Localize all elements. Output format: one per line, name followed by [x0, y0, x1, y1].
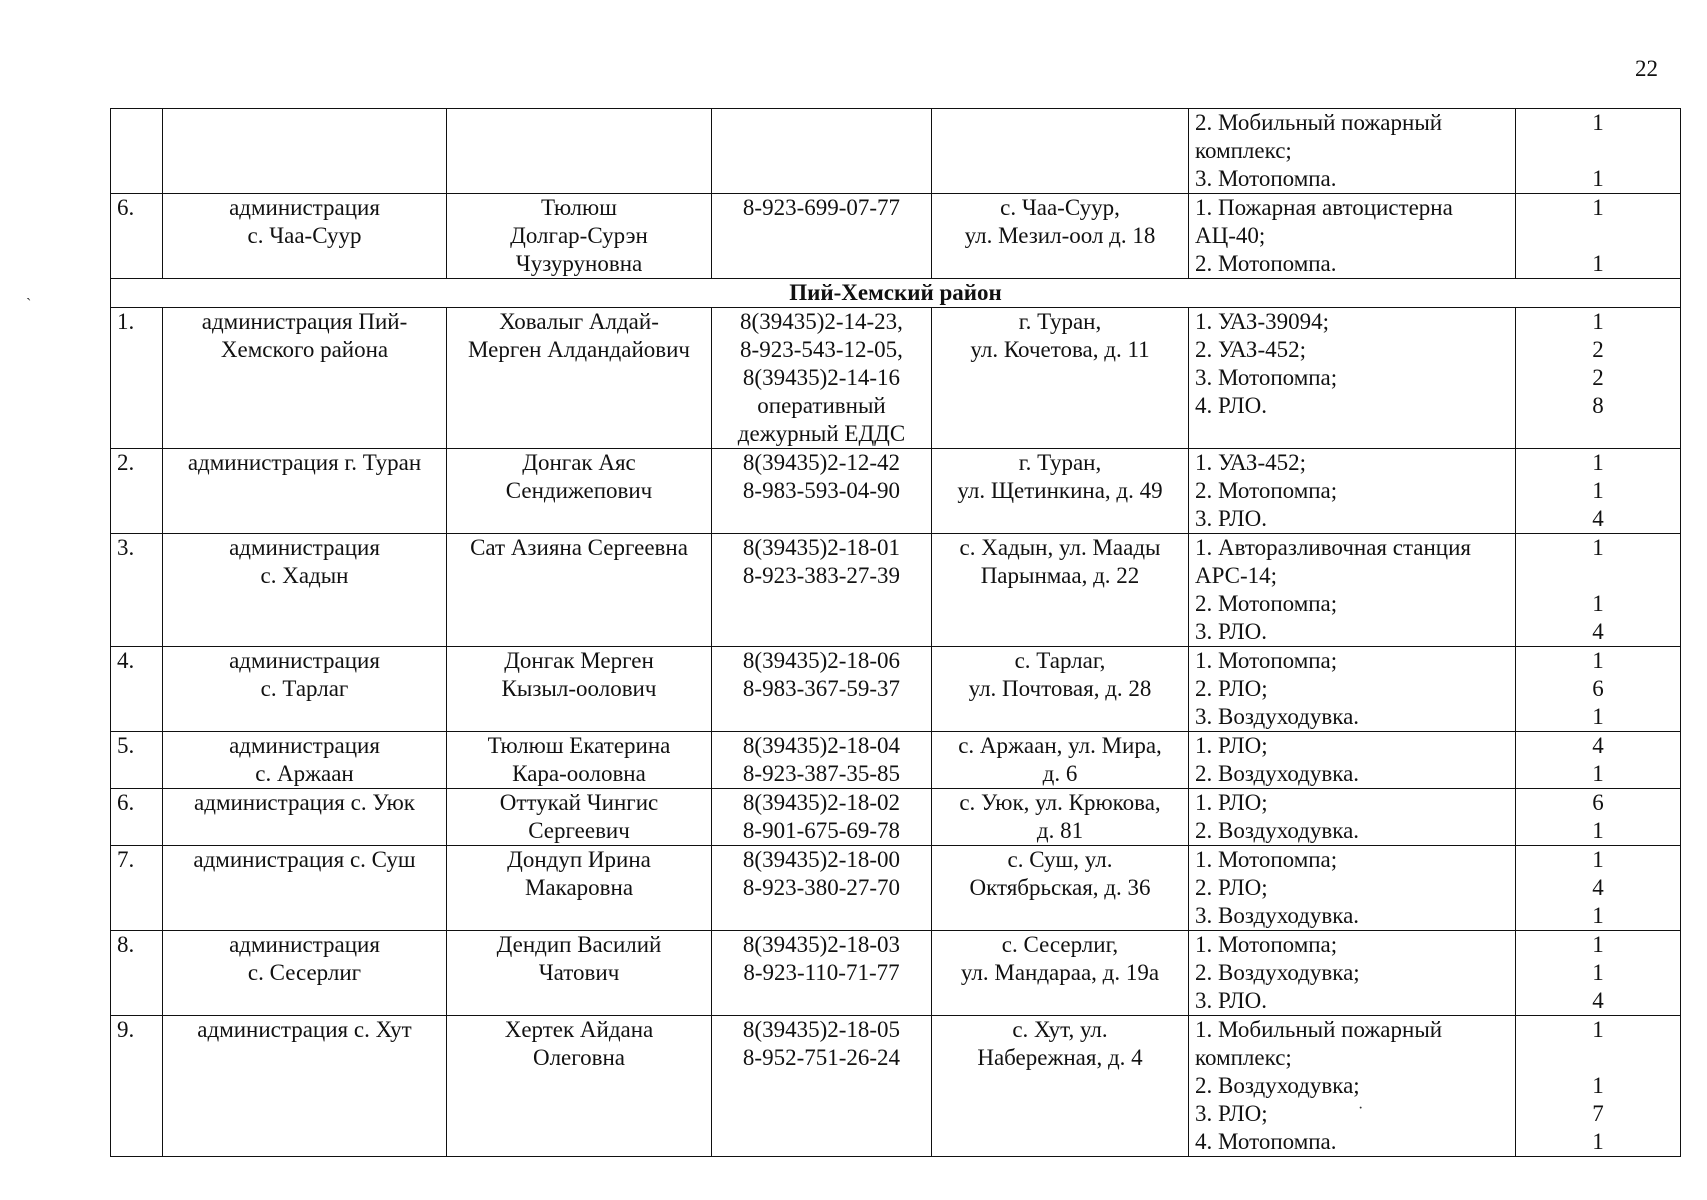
quantity-cell-line	[1522, 137, 1674, 165]
organization-cell-line: администрация с. Хут	[197, 1017, 412, 1042]
phone-cell	[712, 194, 932, 279]
address-cell	[932, 194, 1189, 279]
head-name-cell	[447, 308, 712, 449]
equipment-cell-line: 2. Мотопомпа.	[1195, 251, 1337, 276]
head-name-cell	[447, 109, 712, 194]
quantity-cell	[1516, 846, 1681, 931]
quantity-cell-line: 6	[1592, 676, 1604, 701]
equipment-cell	[1189, 789, 1516, 846]
head-name-cell-line: Донгак Аяс	[522, 450, 636, 475]
phone-cell-line: оперативный	[757, 393, 886, 418]
equipment-table	[110, 108, 1681, 1157]
quantity-cell	[1516, 789, 1681, 846]
row-number: 7.	[111, 846, 163, 931]
equipment-cell-line: 3. РЛО;	[1195, 1101, 1268, 1126]
head-name-cell-line: Донгак Мерген	[504, 648, 654, 673]
address-cell	[932, 846, 1189, 931]
organization-cell	[163, 846, 447, 931]
quantity-cell-line: 1	[1592, 450, 1604, 475]
equipment-cell-line: 1. УАЗ-452;	[1195, 450, 1307, 475]
organization-cell	[163, 931, 447, 1016]
table-row	[111, 931, 1681, 1016]
phone-cell-line: 8(39435)2-14-16	[742, 365, 901, 390]
organization-cell-line: Хемского района	[220, 337, 389, 362]
equipment-cell-line: 1. РЛО;	[1195, 790, 1268, 815]
address-cell-line: г. Туран,	[1018, 450, 1102, 475]
organization-cell-line: администрация	[229, 195, 380, 220]
table-row	[111, 449, 1681, 534]
head-name-cell-line: Оттукай Чингис	[499, 790, 659, 815]
quantity-cell-line: 1	[1592, 478, 1604, 503]
phone-cell	[712, 846, 932, 931]
address-cell	[932, 534, 1189, 647]
phone-cell-line: 8-923-387-35-85	[742, 761, 901, 786]
head-name-cell-line: Кара-ооловна	[512, 761, 646, 786]
equipment-cell-line: 1. РЛО;	[1195, 733, 1268, 758]
organization-cell-line: администрация г. Туран	[187, 450, 422, 475]
table-body-top	[111, 109, 1681, 279]
phone-cell	[712, 931, 932, 1016]
address-cell-line: ул. Мандараа, д. 19а	[960, 960, 1160, 985]
quantity-cell-line: 1	[1592, 309, 1604, 334]
head-name-cell-line: Тюлюш	[541, 195, 617, 220]
phone-cell-line: 8(39435)2-18-02	[742, 790, 901, 815]
quantity-cell-line: 1	[1592, 166, 1604, 191]
head-name-cell	[447, 1016, 712, 1157]
equipment-cell-line: 1. Мобильный пожарный	[1195, 1017, 1443, 1042]
address-cell	[932, 449, 1189, 534]
phone-cell-line: 8-983-593-04-90	[742, 478, 901, 503]
phone-cell	[712, 449, 932, 534]
quantity-cell-line: 1	[1592, 903, 1604, 928]
address-cell	[932, 931, 1189, 1016]
table-row	[111, 1016, 1681, 1157]
row-number: 6.	[111, 194, 163, 279]
row-number: 3.	[111, 534, 163, 647]
table-row	[111, 534, 1681, 647]
quantity-cell	[1516, 647, 1681, 732]
quantity-cell-line: 1	[1592, 960, 1604, 985]
address-cell-line: с. Хадын, ул. Маады	[959, 535, 1161, 560]
head-name-cell-line: Чатович	[538, 960, 620, 985]
equipment-cell	[1189, 846, 1516, 931]
equipment-cell-line: 3. Мотопомпа.	[1195, 166, 1337, 191]
quantity-cell-line: 1	[1592, 761, 1604, 786]
equipment-cell-line: 3. Воздуходувка.	[1195, 704, 1360, 729]
equipment-cell-line: АЦ-40;	[1195, 223, 1266, 248]
quantity-cell-line: 1	[1592, 704, 1604, 729]
head-name-cell	[447, 534, 712, 647]
address-cell	[932, 109, 1189, 194]
phone-cell-line: 8-923-380-27-70	[742, 875, 901, 900]
equipment-cell-line: 2. УАЗ-452;	[1195, 337, 1307, 362]
quantity-cell-line: 1	[1592, 1129, 1604, 1154]
address-cell	[932, 308, 1189, 449]
table-row	[111, 789, 1681, 846]
address-cell	[932, 732, 1189, 789]
head-name-cell-line: Долгар-Сурэн	[510, 223, 648, 248]
quantity-cell	[1516, 308, 1681, 449]
scan-mark: ·	[1358, 1100, 1364, 1117]
head-name-cell-line: Макаровна	[524, 875, 634, 900]
table-row	[111, 732, 1681, 789]
phone-cell-line: 8-952-751-26-24	[742, 1045, 901, 1070]
quantity-cell-line	[1522, 1044, 1674, 1072]
quantity-cell-line: 4	[1592, 619, 1604, 644]
equipment-cell-line: 2. Воздуходувка.	[1195, 818, 1360, 843]
row-number: 9.	[111, 1016, 163, 1157]
section-row-group	[111, 279, 1681, 308]
address-cell-line: с. Уюк, ул. Крюкова,	[959, 790, 1161, 815]
row-number: 5.	[111, 732, 163, 789]
section-row	[111, 279, 1681, 308]
quantity-cell-line: 4	[1592, 733, 1604, 758]
row-number	[111, 109, 163, 194]
head-name-cell	[447, 194, 712, 279]
table-row	[111, 846, 1681, 931]
phone-cell	[712, 1016, 932, 1157]
address-cell	[932, 789, 1189, 846]
phone-cell-line: 8-923-110-71-77	[743, 960, 900, 985]
quantity-cell-line: 2	[1592, 337, 1604, 362]
section-title: Пий-Хемский район	[111, 279, 1681, 308]
quantity-cell-line: 1	[1592, 110, 1604, 135]
organization-cell	[163, 109, 447, 194]
head-name-cell-line: Сендижепович	[505, 478, 653, 503]
address-cell-line: ул. Почтовая, д. 28	[968, 676, 1152, 701]
equipment-cell-line: 3. РЛО.	[1195, 988, 1268, 1013]
organization-cell	[163, 1016, 447, 1157]
quantity-cell	[1516, 931, 1681, 1016]
equipment-cell-line: 2. Воздуходувка.	[1195, 761, 1360, 786]
address-cell-line: Парынмаа, д. 22	[980, 563, 1140, 588]
quantity-cell-line: 6	[1592, 790, 1604, 815]
equipment-cell	[1189, 534, 1516, 647]
equipment-cell	[1189, 109, 1516, 194]
organization-cell-line: с. Сесерлиг	[247, 960, 362, 985]
address-cell-line: Октябрьская, д. 36	[969, 875, 1151, 900]
phone-cell	[712, 534, 932, 647]
equipment-cell	[1189, 647, 1516, 732]
equipment-cell-line: 2. Мобильный пожарный	[1195, 110, 1443, 135]
head-name-cell-line: Дондуп Ирина	[507, 847, 651, 872]
phone-cell	[712, 647, 932, 732]
organization-cell	[163, 534, 447, 647]
phone-cell-line: 8-983-367-59-37	[742, 676, 901, 701]
organization-cell-line: администрация	[229, 648, 380, 673]
quantity-cell	[1516, 109, 1681, 194]
equipment-cell	[1189, 1016, 1516, 1157]
table-row	[111, 194, 1681, 279]
phone-cell-line: 8(39435)2-18-04	[742, 733, 901, 758]
organization-cell	[163, 647, 447, 732]
head-name-cell	[447, 846, 712, 931]
address-cell-line: ул. Кочетова, д. 11	[970, 337, 1150, 362]
phone-cell-line: 8-923-543-12-05,	[740, 337, 903, 362]
equipment-cell-line: 4. РЛО.	[1195, 393, 1268, 418]
equipment-cell-line: 3. Мотопомпа;	[1195, 365, 1338, 390]
head-name-cell-line: Кызыл-оолович	[501, 676, 657, 701]
quantity-cell-line: 1	[1592, 648, 1604, 673]
quantity-cell	[1516, 534, 1681, 647]
organization-cell-line: администрация	[229, 733, 380, 758]
address-cell	[932, 647, 1189, 732]
phone-cell-line: 8(39435)2-18-05	[742, 1017, 901, 1042]
quantity-cell-line: 1	[1592, 535, 1604, 560]
equipment-cell-line: 2. Воздуходувка;	[1195, 1073, 1360, 1098]
row-number: 4.	[111, 647, 163, 732]
address-cell-line: г. Туран,	[1018, 309, 1102, 334]
address-cell-line: с. Чаа-Суур,	[1000, 195, 1120, 220]
quantity-cell-line: 4	[1592, 988, 1604, 1013]
equipment-cell-line: 1. Мотопомпа;	[1195, 847, 1338, 872]
phone-cell	[712, 109, 932, 194]
head-name-cell-line: Дендип Василий	[496, 932, 662, 957]
quantity-cell-line: 1	[1592, 195, 1604, 220]
head-name-cell	[447, 931, 712, 1016]
row-number: 8.	[111, 931, 163, 1016]
equipment-cell-line: комплекс;	[1195, 138, 1292, 163]
organization-cell-line: с. Тарлаг	[260, 676, 349, 701]
quantity-cell-line: 1	[1592, 932, 1604, 957]
quantity-cell-line: 2	[1592, 365, 1604, 390]
quantity-cell-line: 1	[1592, 1017, 1604, 1042]
organization-cell-line: администрация с. Уюк	[194, 790, 415, 815]
organization-cell-line: администрация Пий-	[201, 309, 408, 334]
address-cell-line: д. 81	[1036, 818, 1084, 843]
phone-cell-line: 8(39435)2-18-00	[742, 847, 901, 872]
equipment-cell-line: 2. Мотопомпа;	[1195, 591, 1338, 616]
equipment-cell-line: 2. РЛО;	[1195, 875, 1268, 900]
address-cell	[932, 1016, 1189, 1157]
scan-mark: ˋ	[26, 296, 32, 313]
quantity-cell	[1516, 732, 1681, 789]
phone-cell	[712, 789, 932, 846]
address-cell-line: д. 6	[1042, 761, 1078, 786]
equipment-cell-line: 3. РЛО.	[1195, 619, 1268, 644]
quantity-cell-line: 4	[1592, 506, 1604, 531]
equipment-cell-line: 1. УАЗ-39094;	[1195, 309, 1330, 334]
table-row	[111, 647, 1681, 732]
organization-cell	[163, 789, 447, 846]
quantity-cell-line: 1	[1592, 818, 1604, 843]
address-cell-line: Набережная, д. 4	[977, 1045, 1143, 1070]
table-row	[111, 308, 1681, 449]
quantity-cell-line: 1	[1592, 1073, 1604, 1098]
page-number: 22	[1635, 56, 1658, 81]
equipment-cell-line: 2. Воздуходувка;	[1195, 960, 1360, 985]
phone-cell-line: 8(39435)2-18-03	[742, 932, 901, 957]
address-cell-line: ул. Мезил-оол д. 18	[964, 223, 1156, 248]
quantity-cell-line	[1522, 562, 1674, 590]
equipment-cell-line: 1. Мотопомпа;	[1195, 648, 1338, 673]
quantity-cell-line: 1	[1592, 591, 1604, 616]
head-name-cell-line: Олеговна	[532, 1045, 626, 1070]
organization-cell-line: с. Чаа-Суур	[247, 223, 362, 248]
equipment-cell-line: АРС-14;	[1195, 563, 1278, 588]
organization-cell	[163, 732, 447, 789]
equipment-cell-line: 2. РЛО;	[1195, 676, 1268, 701]
organization-cell	[163, 308, 447, 449]
equipment-cell	[1189, 308, 1516, 449]
equipment-cell-line: 4. Мотопомпа.	[1195, 1129, 1337, 1154]
address-cell-line: ул. Щетинкина, д. 49	[957, 478, 1163, 503]
equipment-cell	[1189, 931, 1516, 1016]
phone-cell-line: 8(39435)2-14-23,	[740, 309, 903, 334]
address-cell-line: с. Суш, ул.	[1007, 847, 1113, 872]
head-name-cell-line: Чузуруновна	[515, 251, 643, 276]
equipment-cell-line: 1. Мотопомпа;	[1195, 932, 1338, 957]
phone-cell-line: 8-923-383-27-39	[742, 563, 901, 588]
organization-cell-line: администрация	[229, 932, 380, 957]
organization-cell-line: администрация с. Суш	[193, 847, 416, 872]
organization-cell-line: с. Хадын	[260, 563, 349, 588]
quantity-cell-line: 8	[1592, 393, 1604, 418]
quantity-cell	[1516, 194, 1681, 279]
head-name-cell	[447, 789, 712, 846]
equipment-cell-line: комплекс;	[1195, 1045, 1292, 1070]
organization-cell-line: администрация	[229, 535, 380, 560]
row-number: 2.	[111, 449, 163, 534]
quantity-cell	[1516, 1016, 1681, 1157]
head-name-cell-line: Ховалыг Алдай-	[499, 309, 659, 334]
address-cell-line: с. Сесерлиг,	[1001, 932, 1119, 957]
quantity-cell-line: 1	[1592, 847, 1604, 872]
head-name-cell	[447, 449, 712, 534]
equipment-cell-line: 1. Пожарная автоцистерна	[1195, 195, 1453, 220]
equipment-cell	[1189, 194, 1516, 279]
quantity-cell-line: 1	[1592, 251, 1604, 276]
head-name-cell-line: Сат Азияна Сергеевна	[470, 535, 688, 560]
organization-cell	[163, 449, 447, 534]
organization-cell	[163, 194, 447, 279]
organization-cell-line: с. Аржаан	[255, 761, 354, 786]
phone-cell-line: 8(39435)2-18-06	[742, 648, 901, 673]
equipment-cell-line: 3. РЛО.	[1195, 506, 1268, 531]
head-name-cell	[447, 647, 712, 732]
quantity-cell-line: 7	[1592, 1101, 1604, 1126]
quantity-cell	[1516, 449, 1681, 534]
phone-cell-line: 8(39435)2-12-42	[742, 450, 901, 475]
phone-cell-line: дежурный ЕДДС	[737, 421, 906, 446]
equipment-cell-line: 1. Авторазливочная станция	[1195, 535, 1471, 560]
head-name-cell-line: Тюлюш Екатерина	[487, 733, 671, 758]
phone-cell	[712, 308, 932, 449]
row-number: 1.	[111, 308, 163, 449]
table-body-bottom	[111, 308, 1681, 1157]
quantity-cell-line	[1522, 222, 1674, 250]
head-name-cell	[447, 732, 712, 789]
row-number: 6.	[111, 789, 163, 846]
phone-cell-line: 8-901-675-69-78	[742, 818, 901, 843]
head-name-cell-line: Сергеевич	[528, 818, 630, 843]
equipment-cell	[1189, 449, 1516, 534]
phone-cell-line: 8(39435)2-18-01	[742, 535, 901, 560]
table-row	[111, 109, 1681, 194]
equipment-cell	[1189, 732, 1516, 789]
head-name-cell-line: Хертек Айдана	[504, 1017, 654, 1042]
head-name-cell-line: Мерген Алдандайович	[467, 337, 690, 362]
quantity-cell-line: 4	[1592, 875, 1604, 900]
phone-cell-line: 8-923-699-07-77	[742, 195, 901, 220]
address-cell-line: с. Аржаан, ул. Мира,	[958, 733, 1162, 758]
address-cell-line: с. Тарлаг,	[1014, 648, 1106, 673]
phone-cell	[712, 732, 932, 789]
equipment-cell-line: 2. Мотопомпа;	[1195, 478, 1338, 503]
equipment-cell-line: 3. Воздуходувка.	[1195, 903, 1360, 928]
address-cell-line: с. Хут, ул.	[1012, 1017, 1108, 1042]
